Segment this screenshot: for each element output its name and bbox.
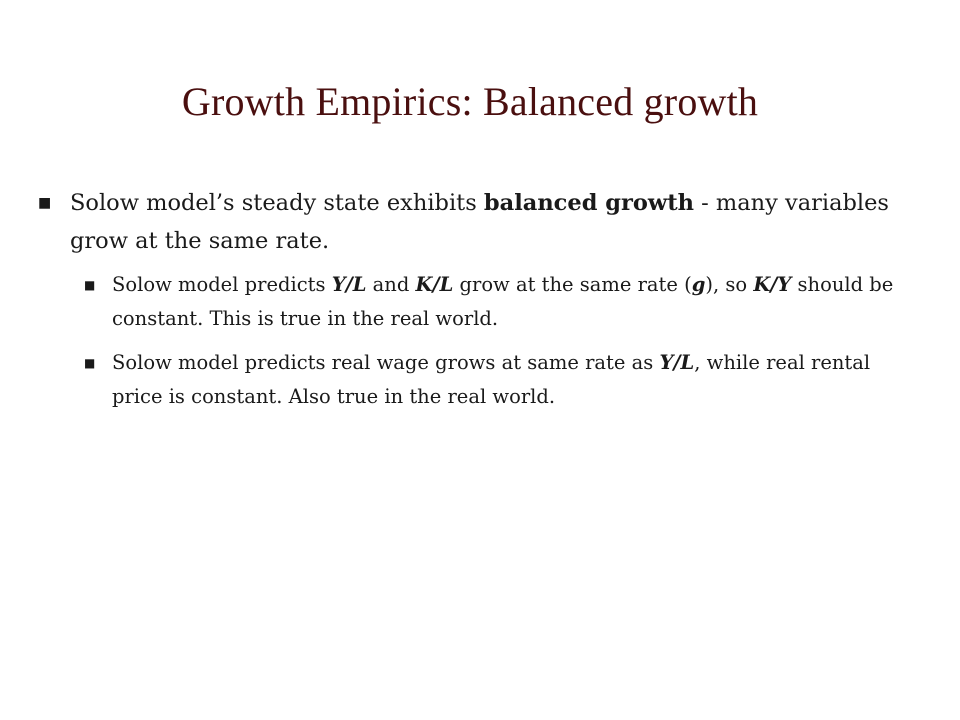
- variable-y-over-l: Y/L: [659, 351, 695, 374]
- slide-title: Growth Empirics: Balanced growth: [181, 79, 759, 124]
- sub-bullet-text: [112, 346, 916, 414]
- variable-g: g: [691, 273, 706, 296]
- sub-bullet-text-part: should be constant. This is true in the real world.: [112, 273, 894, 330]
- bullet-bold-term: balanced growth: [483, 190, 694, 216]
- variable-y-over-l: Y/L: [331, 273, 367, 296]
- sub-bullet-text-part: grow at the same rate (: [453, 273, 692, 296]
- sub-bullet-text-part: ), so: [705, 273, 754, 296]
- bullet-item-balanced-growth: [36, 184, 916, 260]
- sub-bullet-text-part: Solow model predicts real wage grows at same rate as: [112, 351, 660, 374]
- sub-bullet-text: [112, 268, 916, 336]
- sub-bullet-item-ky-constant: [84, 268, 916, 336]
- sub-bullet-text-part: and: [366, 273, 416, 296]
- sub-bullet-text-part: Solow model predicts: [112, 273, 332, 296]
- square-bullet-icon: ■: [84, 356, 96, 370]
- bullet-text-part: Solow model’s steady state exhibits: [70, 190, 484, 216]
- square-bullet-icon: ■: [84, 278, 96, 292]
- bullet-text-part: - many variables grow at the same rate.: [70, 190, 889, 254]
- variable-k-over-y: K/Y: [753, 273, 792, 296]
- square-bullet-icon: ■: [38, 195, 52, 211]
- slide-body: [36, 184, 916, 414]
- variable-k-over-l: K/L: [415, 273, 454, 296]
- sub-bullet-text-part: , while real rental price is constant. Also true in the real world.: [112, 351, 871, 408]
- bullet-text: [70, 184, 916, 260]
- sub-bullet-item-real-wage: [84, 346, 916, 414]
